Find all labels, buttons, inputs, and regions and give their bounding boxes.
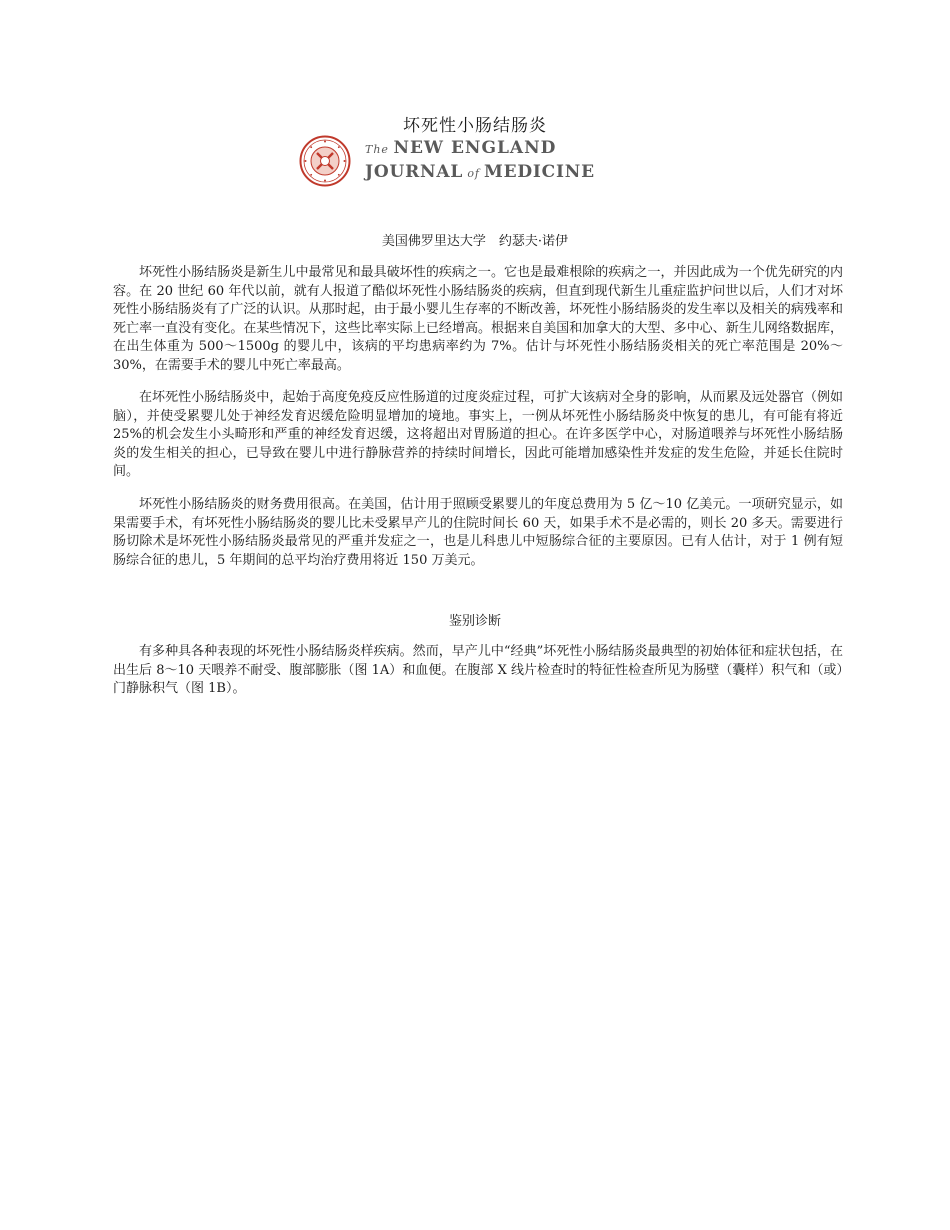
author-byline: 美国佛罗里达大学 约瑟夫·诺伊 <box>381 234 569 249</box>
journal-name-line2b: MEDICINE <box>483 162 595 182</box>
paragraph-1-block <box>113 264 843 376</box>
journal-name: The NEW ENGLAND JOURNAL of MEDICINE <box>365 138 595 182</box>
body-paragraph: 坏死性小肠结肠炎是新生儿中最常见和最具破坏性的疾病之一。它也是最难根除的疾病之一，并因此成为一个优先研究的内容。在 20 世纪 60 年代以前，就有人报道了酷似坏死性小肠结肠炎的疾病，但直到现代新生儿重症监护问世以后，人们才对坏死性小肠结肠炎有了广泛的认识。从那时起，由于最小婴儿生存率的不断改善，坏死性小肠结肠炎的发生率以及相关的病残率和死亡率一直没有变化。在某些情况下，这些比率实际上已经增高。根据来自美国和加拿大的大型、多中心、新生儿网络数据库，在出生体重为 500～1500g 的婴儿中，该病的平均患病率约为 7%。估计与坏死性小肠结肠炎相关的死亡率范围是 20%～30%，在需要手术的婴儿中死亡率最高。 <box>113 265 843 373</box>
body-paragraph: 在坏死性小肠结肠炎中，起始于高度免疫反应性肠道的过度炎症过程，可扩大该病对全身的影响，从而累及远处器官（例如脑），并使受累婴儿处于神经发育迟缓危险明显增加的境地。事实上，一例从坏死性小肠结肠炎中恢复的患儿，有可能有将近 25%的机会发生小头畸形和严重的神经发育迟缓，这将超出对胃肠道的担心。在许多医学中心，对肠道喂养与坏死性小肠结肠炎的发生相关的担心，已导致在婴儿中进行静脉营养的持续时间增长，因此可能增加感染性并发症的发生危险，并延长住院时间。 <box>113 390 843 480</box>
journal-name-line2a: JOURNAL <box>365 162 464 182</box>
section-paragraph: 有多种具各种表现的坏死性小肠结肠炎样疾病。然而，早产儿中“经典”坏死性小肠结肠炎最典型的初始体征和症状包括，在出生后 8～10 天喂养不耐受、腹部膨胀（图 1A）和血便。在腹部 X 线片检查时的特征性检查所见为肠壁（囊样）积气和（或）门静脉积气（图 1B）。 <box>113 644 843 697</box>
section-heading: 鉴别诊断 <box>448 614 501 629</box>
body-paragraph: 坏死性小肠结肠炎的财务费用很高。在美国，估计用于照顾受累婴儿的年度总费用为 5 亿～10 亿美元。一项研究显示，如果需要手术，有坏死性小肠结肠炎的婴儿比未受累早产儿的住院时间长 60 天，如果手术不是必需的，则长 20 多天。需要进行肠切除术是坏死性小肠结肠炎最常见的严重并发症之一，也是儿科患儿中短肠综合征的主要原因。已有人估计，对于 1 例有短肠综合征的患儿，5 年期间的总平均治疗费用将近 150 万美元。 <box>113 497 843 568</box>
section-paragraph-block <box>113 643 843 699</box>
journal-seal-logo <box>299 135 351 187</box>
paragraph-3-block <box>113 496 843 570</box>
journal-masthead <box>299 133 619 187</box>
journal-name-line1: NEW ENGLAND <box>393 138 557 158</box>
article-title: 坏死性小肠结肠炎 <box>403 116 547 136</box>
paragraph-2-block <box>113 389 843 482</box>
